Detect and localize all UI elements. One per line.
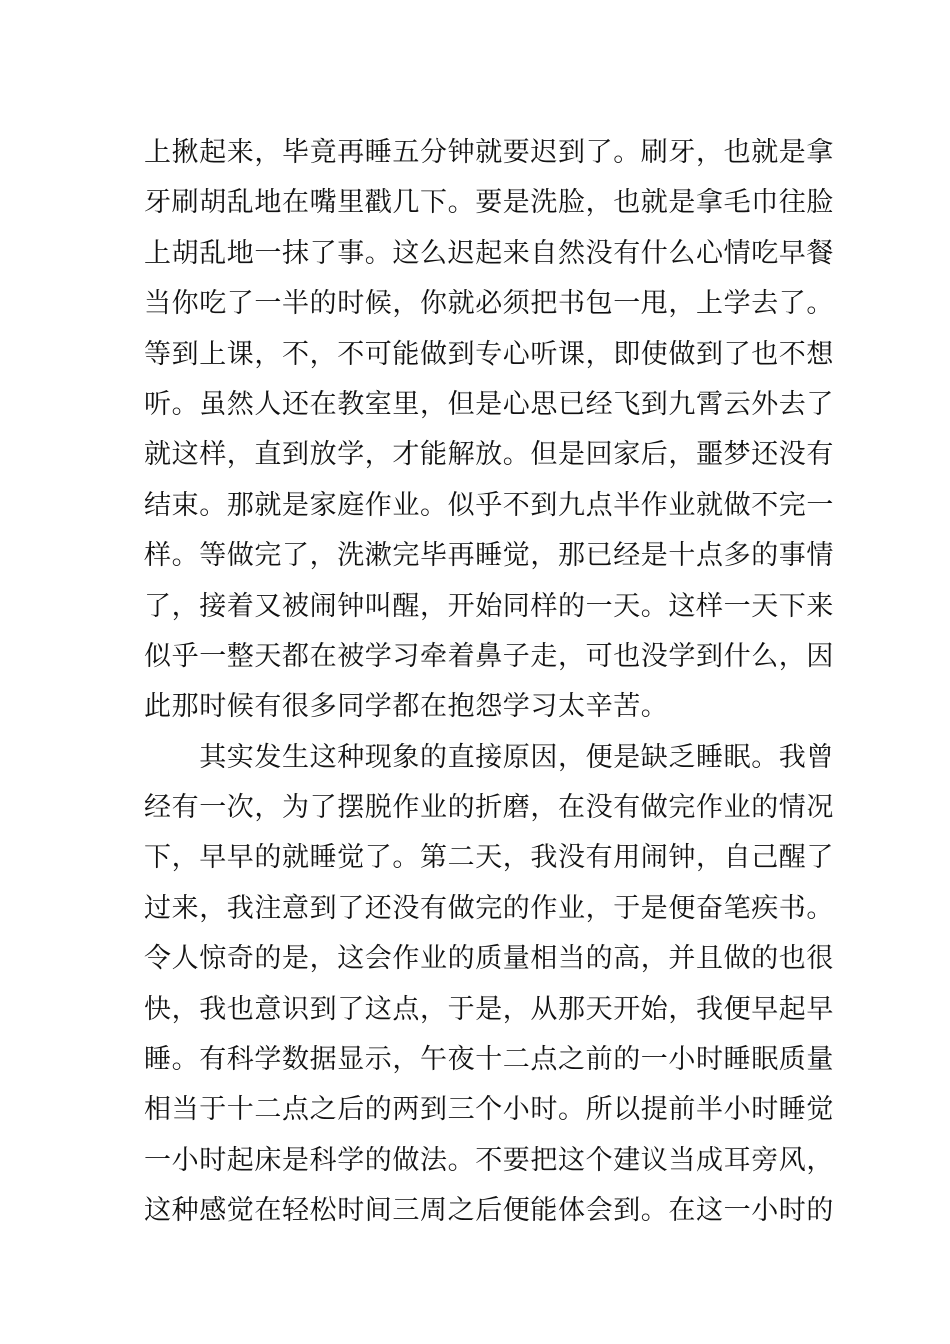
text-line: 下，早早的就睡觉了。第二天，我没有用闹钟，自己醒了 bbox=[144, 842, 834, 874]
text-line: 结束。那就是家庭作业。似乎不到九点半作业就做不完一 bbox=[144, 489, 834, 521]
text-line: 听。虽然人还在教室里，但是心思已经飞到九霄云外去了 bbox=[144, 388, 834, 420]
text-line: 这种感觉在轻松时间三周之后便能体会到。在这一小时的 bbox=[144, 1195, 834, 1227]
text-line: 此那时候有很多同学都在抱怨学习太辛苦。 bbox=[144, 691, 669, 723]
text-line: 上揪起来，毕竟再睡五分钟就要迟到了。刷牙，也就是拿 bbox=[144, 137, 834, 168]
text-line: 等到上课，不，不可能做到专心听课，即使做到了也不想 bbox=[144, 338, 834, 370]
text-line: 一小时起床是科学的做法。不要把这个建议当成耳旁风， bbox=[144, 1144, 834, 1176]
text-line: 当你吃了一半的时候，你就必须把书包一甩，上学去了。 bbox=[144, 288, 834, 320]
text-line: 过来，我注意到了还没有做完的作业，于是便奋笔疾书。 bbox=[144, 892, 834, 924]
body-text bbox=[144, 128, 834, 1237]
text-line: 快，我也意识到了这点，于是，从那天开始，我便早起早 bbox=[144, 993, 834, 1025]
text-line: 上胡乱地一抹了事。这么迟起来自然没有什么心情吃早餐 bbox=[144, 237, 834, 269]
text-line: 相当于十二点之后的两到三个小时。所以提前半小时睡觉 bbox=[144, 1094, 834, 1126]
text-line: 经有一次，为了摆脱作业的折磨，在没有做完作业的情况 bbox=[144, 792, 834, 824]
text-line: 就这样，直到放学，才能解放。但是回家后，噩梦还没有 bbox=[144, 439, 834, 471]
text-line: 睡。有科学数据显示，午夜十二点之前的一小时睡眠质量 bbox=[144, 1044, 834, 1076]
text-line: 样。等做完了，洗漱完毕再睡觉，那已经是十点多的事情 bbox=[144, 540, 834, 572]
text-line: 了，接着又被闹钟叫醒，开始同样的一天。这样一天下来 bbox=[144, 590, 834, 622]
text-line: 令人惊奇的是，这会作业的质量相当的高，并且做的也很 bbox=[144, 943, 834, 975]
text-line: 其实发生这种现象的直接原因，便是缺乏睡眠。我曾 bbox=[144, 741, 834, 773]
text-line: 似乎一整天都在被学习牵着鼻子走，可也没学到什么，因 bbox=[144, 640, 834, 672]
text-line: 牙刷胡乱地在嘴里戳几下。要是洗脸，也就是拿毛巾往脸 bbox=[144, 187, 834, 219]
